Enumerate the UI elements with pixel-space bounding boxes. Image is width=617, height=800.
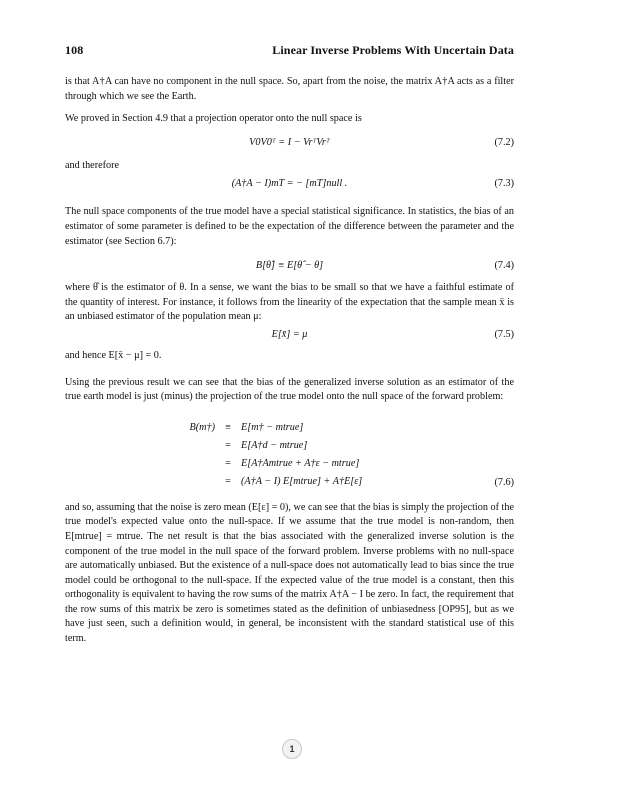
equation-7-2-expr: V0V0ᵀ = I − VrᵀVrᵀ xyxy=(249,137,330,149)
equation-7-4-number: (7.4) xyxy=(494,259,514,271)
equation-7-6-rel: = xyxy=(225,440,231,452)
equation-7-6-number: (7.6) xyxy=(494,476,514,488)
equation-7-2-number: (7.2) xyxy=(494,137,514,149)
paragraph-1: is that A†A can have no component in the null space. So, apart from the noise, the matrix A†A acts as a filter through which we see the Earth. xyxy=(65,76,514,102)
equation-7-6-rhs: (A†A − I) E[mtrue] + A†E[ε] xyxy=(241,476,363,488)
equation-7-2 xyxy=(65,133,514,153)
paragraph-2: We proved in Section 4.9 that a projection operator onto the null space is xyxy=(65,113,362,125)
equation-7-6-row xyxy=(65,455,514,473)
equation-7-6-row xyxy=(65,419,514,437)
equation-7-5-expr: E[x̄] = μ xyxy=(271,329,308,341)
equation-7-6-lhs: B(m†) xyxy=(189,422,215,434)
equation-7-6 xyxy=(65,419,514,491)
equation-7-5-number: (7.5) xyxy=(494,329,514,341)
equation-7-4 xyxy=(65,255,514,275)
equation-7-6-rhs: E[A†Amtrue + A†ε − mtrue] xyxy=(241,458,360,470)
header-page-number: 108 xyxy=(65,43,84,57)
paragraph-3: and therefore xyxy=(65,159,120,171)
equation-7-6-row xyxy=(65,473,514,491)
page-body xyxy=(65,75,514,647)
paragraph-4: The null space components of the true model have a special statistical significance. In statistics, the bias of an estimator of some parameter is defined to be the expectation of the difference between the parameter and the estimator (see Section 6.7): xyxy=(65,206,514,247)
paragraph-5: where θ̂ is the estimator of θ. In a sense, we want the bias to be small so that we have a faithful estimate of the quantity of interest. For instance, it follows from the linearity of the expectation that the sample mean x̄ is an unbiased estimator of the population mean μ: xyxy=(65,282,514,323)
equation-7-6-rel: = xyxy=(225,476,231,488)
equation-7-6-rhs: E[A†d − mtrue] xyxy=(241,440,308,452)
paragraph-6: and hence E[x̄ − μ] = 0. xyxy=(65,349,162,361)
equation-7-3-expr: (A†A − I)mT = − [mT]null . xyxy=(231,177,348,189)
paragraph-7: Using the previous result we can see that the bias of the generalized inverse solution as an estimator of the true earth model is just (minus) the projection of the true model onto the null space of the forward problem: xyxy=(65,376,514,403)
page-badge[interactable]: 1 xyxy=(282,739,302,759)
equation-7-6-rel: ≡ xyxy=(225,422,231,434)
equation-7-6-rel: = xyxy=(225,458,231,470)
equation-7-6-row xyxy=(65,437,514,455)
page-header xyxy=(65,43,514,59)
equation-7-6-rhs: E[m† − mtrue] xyxy=(241,422,304,434)
equation-7-3 xyxy=(65,173,514,193)
equation-7-4-expr: B[θ̂] ≡ E[θ̂ − θ] xyxy=(255,259,324,271)
header-running-title: Linear Inverse Problems With Uncertain Data xyxy=(272,43,514,57)
equation-7-5 xyxy=(65,325,514,345)
equation-7-3-number: (7.3) xyxy=(494,177,514,189)
paragraph-8: and so, assuming that the noise is zero mean (E[ε] = 0), we can see that the bias is simply the projection of the true model's expected value onto the null-space. If we assume that the true model is non-random, then E[mtrue] = mtrue. The net result is that the bias associated with the generalized inverse solution is the component of the true model in the null space of the forward problem. Inverse problems with no null-space are automatically unbiased. But the existence of a null-space does not automatically lead to bias since the true model could be orthogonal to the null-space. If the expected value of the true model is a constant, then this orthogonality is equivalent to having the row sums of the matrix A†A − I be zero. In fact, the requirement that the row sums of this matrix be zero is sometimes stated as the definition of unbiasedness [OP95], but as we have just seen, such a definition would, in general, be inconsistent with the standard statistical use of this term. xyxy=(65,501,514,645)
